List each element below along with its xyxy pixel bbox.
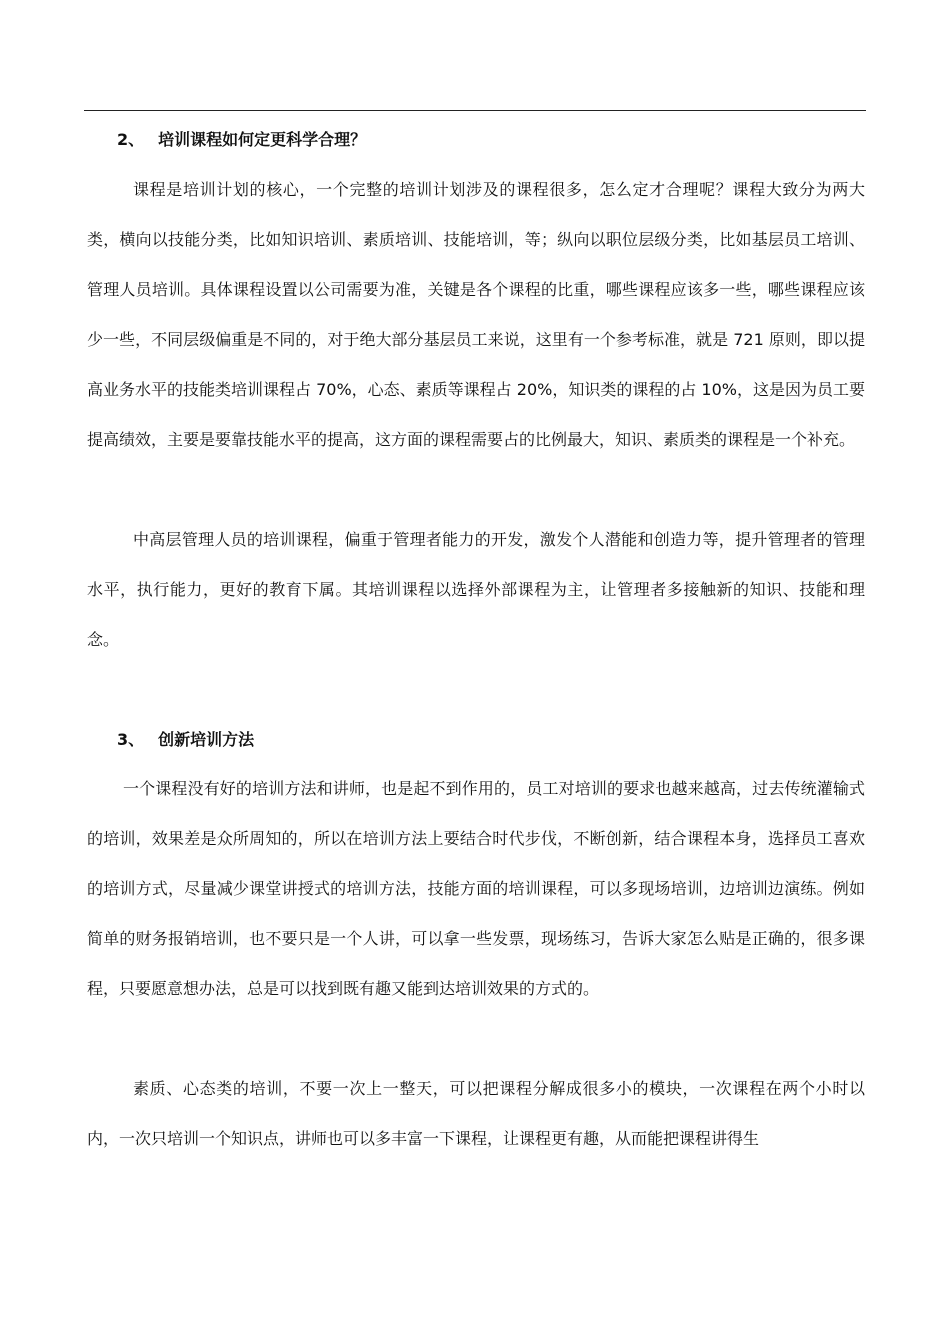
section-2-number: 2、 xyxy=(117,130,145,149)
header-rule xyxy=(84,110,866,111)
section-2-paragraph-2: 中高层管理人员的培训课程，偏重于管理者能力的开发，激发个人潜能和创造力等，提升管理者的管理水平，执行能力，更好的教育下属。其培训课程以选择外部课程为主，让管理者多接触新的知识、技能和理念。 xyxy=(87,530,865,649)
section-3-paragraph-2: 素质、心态类的培训，不要一次上一整天，可以把课程分解成很多小的模块，一次课程在两个小时以内，一次只培训一个知识点，讲师也可以多丰富一下课程，让课程更有趣，从而能把课程讲得生 xyxy=(87,1079,865,1148)
section-2-title: 培训课程如何定更科学合理？ xyxy=(158,130,367,149)
section-3-number: 3、 xyxy=(117,730,145,749)
section-3-title: 创新培训方法 xyxy=(158,730,255,749)
section-2-heading xyxy=(117,126,366,154)
section-3-heading xyxy=(117,726,254,754)
section-2-paragraph-1: 课程是培训计划的核心，一个完整的培训计划涉及的课程很多，怎么定才合理呢？课程大致分为两大类，横向以技能分类，比如知识培训、素质培训、技能培训，等；纵向以职位层级分类，比如基层员工培训、管理人员培训。具体课程设置以公司需要为准，关键是各个课程的比重，哪些课程应该多一些，哪些课程应该少一些，不同层级偏重是不同的，对于绝大部分基层员工来说，这里有一个参考标准，就是 721 原则，即以提高业务水平的技能类培训课程占 70%，心态、素质等课程占 20%，知识类的课程的占 10%，这是因为员工要提高绩效，主要是要靠技能水平的提高，这方面的课程需要占的比例最大，知识、素质类的课程是一个补充。 xyxy=(87,180,865,449)
section-3-paragraph-1: 一个课程没有好的培训方法和讲师，也是起不到作用的，员工对培训的要求也越来越高，过去传统灌输式的培训，效果差是众所周知的，所以在培训方法上要结合时代步伐，不断创新，结合课程本身，选择员工喜欢的培训方式，尽量减少课堂讲授式的培训方法，技能方面的培训课程，可以多现场培训，边培训边演练。例如简单的财务报销培训，也不要只是一个人讲，可以拿一些发票，现场练习，告诉大家怎么贴是正确的，很多课程，只要愿意想办法，总是可以找到既有趣又能到达培训效果的方式的。 xyxy=(87,779,865,998)
